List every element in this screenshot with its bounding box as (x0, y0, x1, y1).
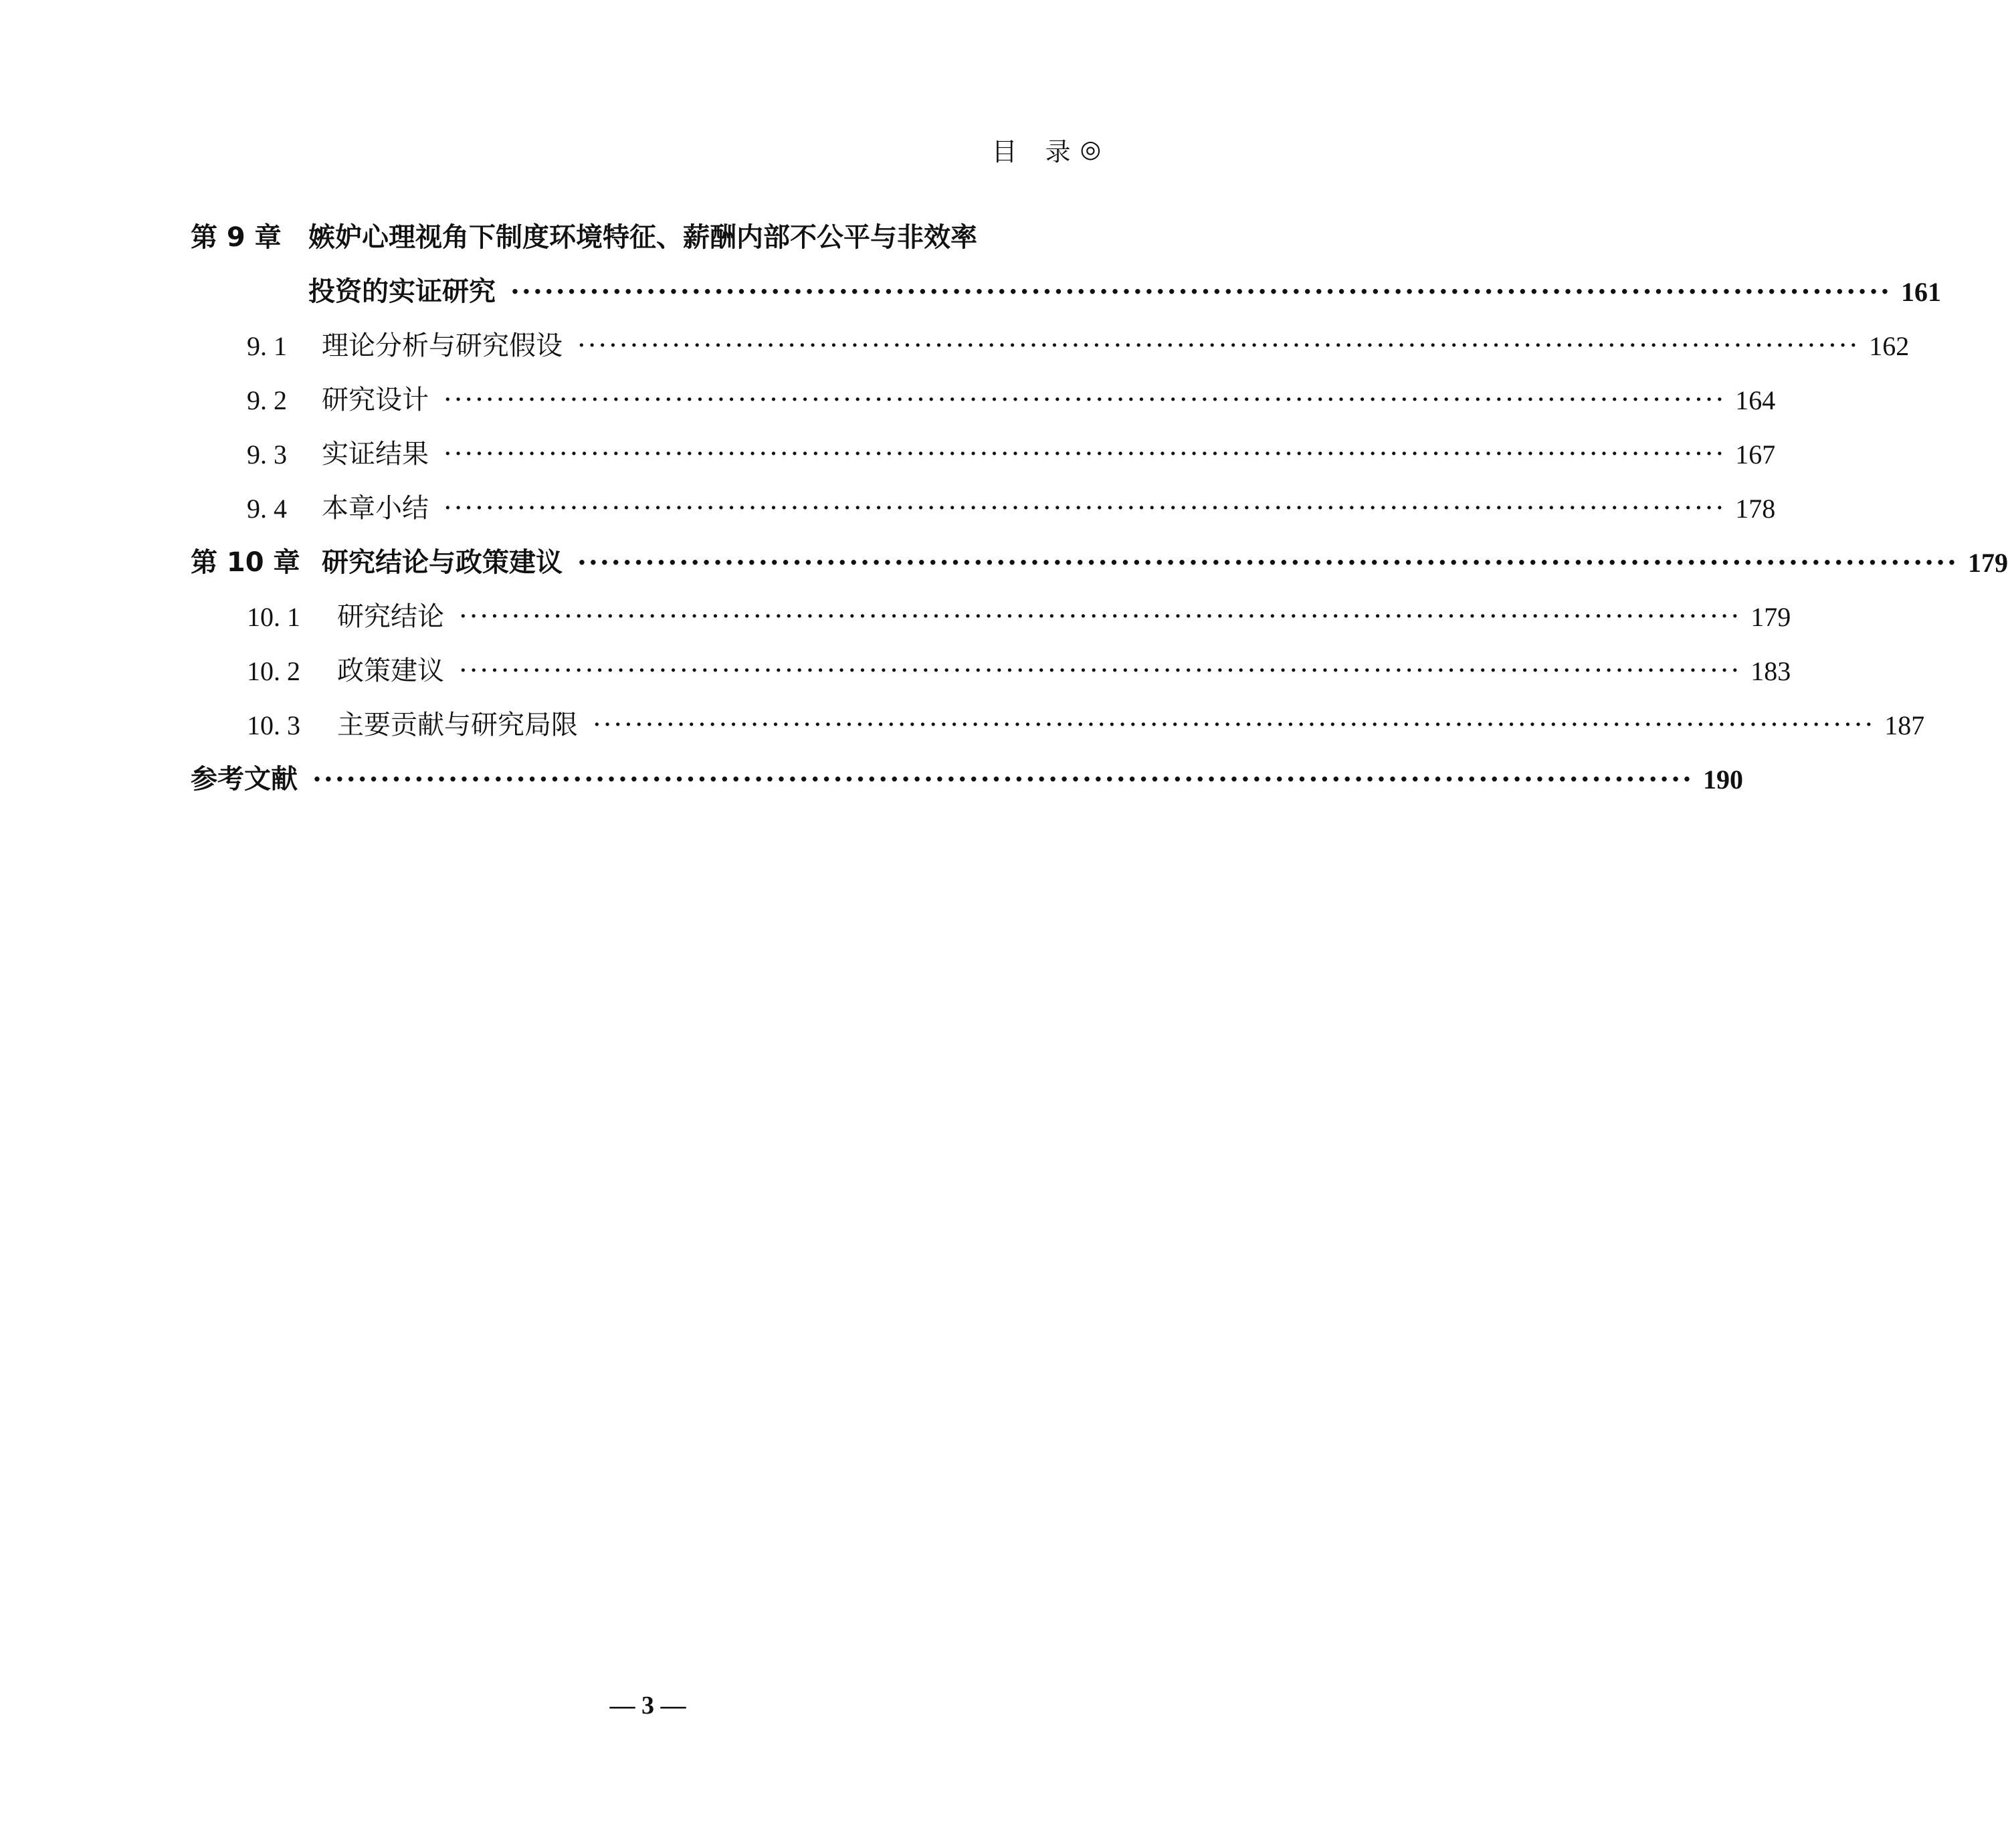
running-header (992, 131, 1102, 168)
circle-mark-icon: ◎ (1080, 136, 1102, 163)
toc-entry-chapter-9-continued[interactable] (191, 265, 1941, 319)
toc-entry-section-9-2[interactable] (191, 373, 1776, 427)
dot-leader: ·························································································································· (510, 276, 1892, 308)
page-number: 167 (1735, 439, 1776, 470)
page-number: 178 (1735, 494, 1776, 524)
toc-entry-section-9-1[interactable] (191, 319, 1910, 373)
page-number: 179 (1967, 548, 2008, 578)
section-title: 理论分析与研究假设 (322, 330, 563, 361)
toc-entry-chapter-9[interactable] (191, 211, 1102, 265)
page-number: 183 (1750, 656, 1791, 686)
dot-leader: ·························································································································· (459, 655, 1742, 686)
dot-leader: ·························································································································· (443, 385, 1726, 415)
page-number: 187 (1884, 710, 1925, 740)
chapter-title-continued: 投资的实证研究 (308, 276, 496, 307)
section-number: 9. 1 (247, 331, 287, 361)
page-number: 190 (1702, 764, 1743, 795)
dot-leader: ·························································································································· (443, 493, 1726, 524)
section-title: 政策建议 (337, 655, 444, 686)
section-number: 9. 3 (247, 439, 287, 470)
page-number: 161 (1900, 277, 1941, 307)
section-number: 10. 3 (247, 710, 300, 740)
dot-leader: ·························································································································· (312, 764, 1694, 795)
chapter-title: 研究结论与政策建议 (322, 547, 563, 578)
table-of-contents (191, 211, 2008, 807)
dot-leader: ·························································································································· (593, 710, 1876, 740)
running-header-title: 目 录 (991, 137, 1072, 167)
toc-entry-chapter-10[interactable] (191, 536, 2008, 590)
dot-leader: ·························································································································· (577, 330, 1860, 361)
section-title: 主要贡献与研究局限 (337, 710, 578, 740)
references-title: 参考文献 (191, 764, 298, 795)
chapter-title: 嫉妒心理视角下制度环境特征、薪酬内部不公平与非效率 (308, 222, 977, 253)
toc-entry-section-9-3[interactable] (191, 427, 1776, 482)
toc-entry-section-9-4[interactable] (191, 482, 1776, 536)
toc-entry-section-10-2[interactable] (191, 644, 1791, 698)
section-title: 研究设计 (322, 385, 429, 415)
page-number: 179 (1750, 602, 1791, 632)
toc-entry-section-10-3[interactable] (191, 698, 1925, 752)
toc-entry-references[interactable] (191, 752, 1743, 807)
section-number: 9. 2 (247, 385, 287, 415)
section-number: 10. 2 (247, 656, 300, 686)
section-title: 研究结论 (337, 601, 444, 632)
dot-leader: ·························································································································· (577, 547, 1959, 579)
chapter-number: 第 10 章 (191, 547, 300, 578)
page-number: 162 (1869, 331, 1910, 361)
section-number: 9. 4 (247, 494, 287, 524)
page-footer-number: — 3 — (609, 1691, 686, 1720)
dot-leader: ·························································································································· (459, 601, 1742, 632)
section-title: 实证结果 (322, 439, 429, 470)
chapter-number: 第 9 章 (191, 222, 282, 253)
dot-leader: ·························································································································· (443, 439, 1726, 470)
section-title: 本章小结 (322, 493, 429, 524)
page-number: 164 (1735, 385, 1776, 415)
toc-entry-section-10-1[interactable] (191, 590, 1791, 644)
section-number: 10. 1 (247, 602, 300, 632)
